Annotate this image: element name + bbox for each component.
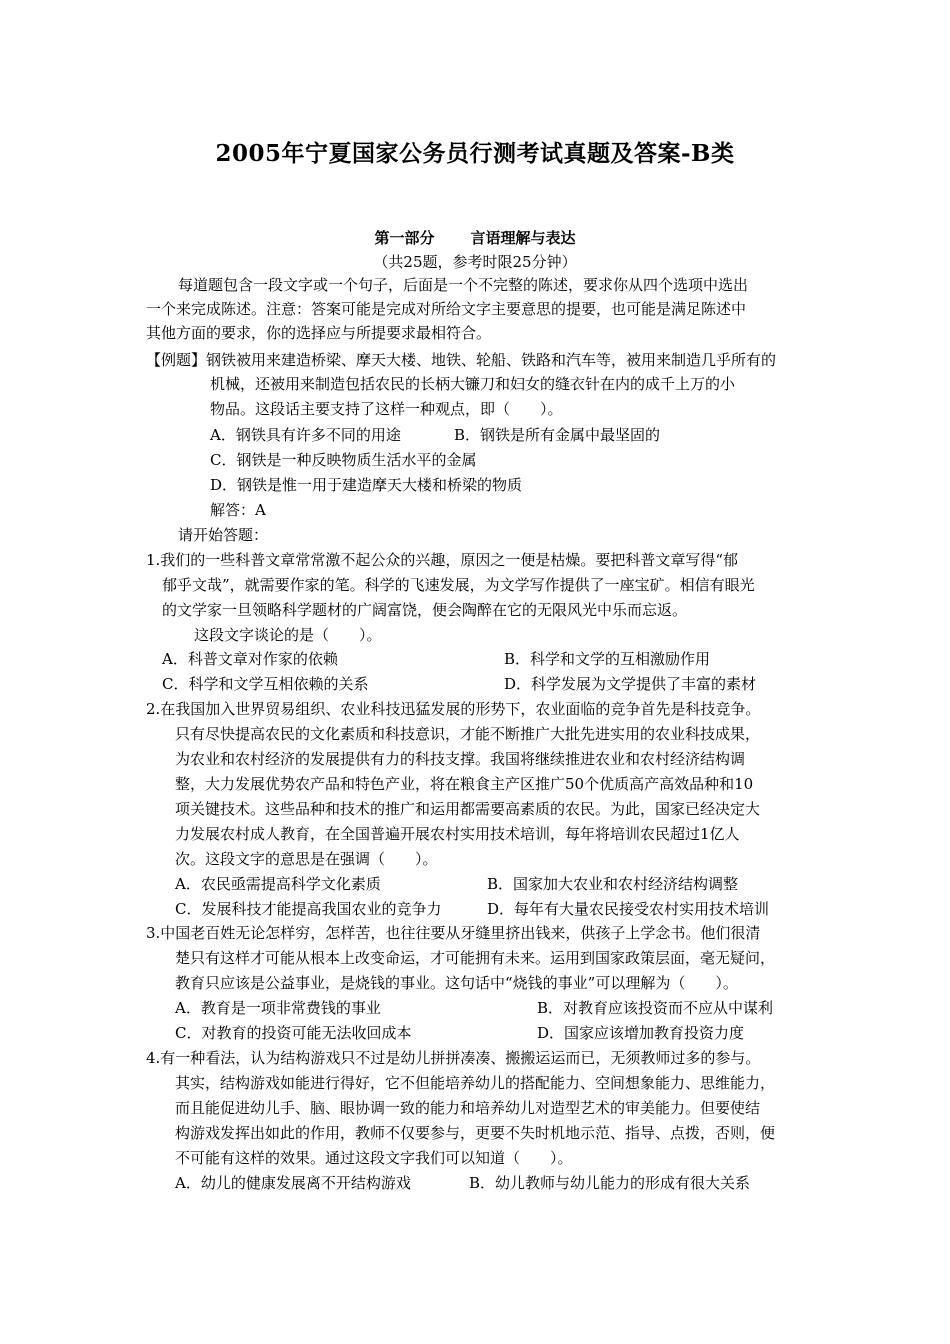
question-4-line: 4.有一种看法，认为结构游戏只不过是幼儿拼拼凑凑、搬搬运运而已，无须教师过多的参与。: [146, 1049, 761, 1067]
document-title: 2005年宁夏国家公务员行测考试真题及答案-B类: [215, 140, 735, 167]
question-1-option-d: D．科学发展为文学提供了丰富的素材: [504, 675, 757, 693]
question-3-option-d: D．国家应该增加教育投资力度: [537, 1024, 745, 1042]
question-1-line: 的文学家一旦领略科学题材的广阔富饶，便会陶醉在它的无限风光中乐而忘返。: [162, 601, 688, 619]
instruction-line: 一个来完成陈述。注意：答案可能是完成对所给文字主要意思的提要，也可能是满足陈述中: [146, 300, 747, 318]
section-subtitle: （共25题，参考时限25分钟）: [373, 253, 577, 271]
question-3-line: 教育只应该是公益事业，是烧钱的事业。这句话中“烧钱的事业”可以理解为（ ）。: [175, 974, 738, 992]
section-heading: [0, 227, 950, 248]
start-prompt: 请开始答题：: [178, 526, 269, 544]
example-option-c: C．钢铁是一种反映物质生活水平的金属: [210, 451, 477, 469]
question-2-line: 为农业和农村经济的发展提供有力的科技支撑。我国将继续推进农业和农村经济结构调: [175, 750, 746, 768]
question-2-line: 2.在我国加入世界贸易组织、农业科技迅猛发展的形势下，农业面临的竞争首先是科技竞争。: [146, 700, 761, 718]
instruction-line: 其他方面的要求，你的选择应与所提要求最相符合。: [146, 324, 492, 342]
question-1-line: 郁乎文哉”，就需要作家的笔。科学的飞速发展，为文学写作提供了一座宝矿。相信有眼光: [162, 576, 755, 594]
example-option-a: A．钢铁具有许多不同的用途: [210, 426, 401, 444]
question-3-line: 楚只有这样才可能从根本上改变命运，才可能拥有未来。运用到国家政策层面，毫无疑问，: [175, 949, 776, 967]
question-3-option-c: C．对教育的投资可能无法收回成本: [175, 1024, 412, 1042]
example-line: 【例题】钢铁被用来建造桥梁、摩天大楼、地铁、轮船、铁路和汽车等，被用来制造几乎所有的: [146, 351, 777, 369]
example-option-d: D．钢铁是惟一用于建造摩天大楼和桥梁的物质: [210, 476, 523, 494]
question-3-option-a: A．教育是一项非常费钱的事业: [175, 999, 381, 1017]
question-3-option-b: B．对教育应该投资而不应从中谋利: [537, 999, 774, 1017]
question-4-line: 而且能促进幼儿手、脑、眼协调一致的能力和培养幼儿对造型艺术的审美能力。但要使结: [175, 1099, 761, 1117]
question-1-line: 1.我们的一些科普文章常常激不起公众的兴趣，原因之一便是枯燥。要把科普文章写得“郁: [146, 551, 738, 569]
question-2-line: 只有尽快提高农民的文化素质和科技意识，才能不断推广大批先进实用的农业科技成果，: [175, 725, 761, 743]
question-4-option-b: B．幼儿教师与幼儿能力的形成有很大关系: [469, 1174, 751, 1192]
question-1-line: 这段文字谈论的是（ ）。: [194, 626, 382, 644]
question-2-line: 次。这段文字的意思是在强调（ ）。: [175, 850, 438, 868]
question-1-option-a: A．科普文章对作家的依赖: [162, 650, 338, 668]
example-answer: 解答：A: [210, 501, 266, 519]
question-2-line: 力发展农村成人教育，在全国普遍开展农村实用技术培训，每年将培训农民超过1亿人: [175, 825, 740, 843]
question-4-option-a: A．幼儿的健康发展离不开结构游戏: [175, 1174, 411, 1192]
example-option-b: B．钢铁是所有金属中最坚固的: [454, 426, 661, 444]
question-2-option-d: D．每年有大量农民接受农村实用技术培训: [487, 900, 770, 918]
section-name: 言语理解与表达: [470, 229, 576, 247]
question-4-line: 不可能有这样的效果。通过这段文字我们可以知道（ ）。: [175, 1149, 573, 1167]
section-part: 第一部分: [374, 229, 435, 247]
question-2-option-c: C．发展科技才能提高我国农业的竞争力: [175, 900, 442, 918]
question-1-option-c: C．科学和文学互相依赖的关系: [162, 675, 369, 693]
question-1-option-b: B．科学和文学的互相激励作用: [504, 650, 711, 668]
question-2-option-a: A．农民亟需提高科学文化素质: [175, 875, 381, 893]
example-line: 机械，还被用来制造包括农民的长柄大镰刀和妇女的缝衣针在内的成千上万的小: [210, 375, 736, 393]
instruction-line: 每道题包含一段文字或一个句子，后面是一个不完整的陈述，要求你从四个选项中选出: [178, 276, 749, 294]
question-4-line: 构游戏发挥出如此的作用，教师不仅要参与，更要不失时机地示范、指导、点拨，否则，便: [175, 1124, 776, 1142]
question-4-line: 其实，结构游戏如能进行得好，它不但能培养幼儿的搭配能力、空间想象能力、思维能力，: [175, 1074, 776, 1092]
question-2-option-b: B．国家加大农业和农村经济结构调整: [487, 875, 739, 893]
question-3-line: 3.中国老百姓无论怎样穷，怎样苦，也往往要从牙缝里挤出钱来，供孩子上学念书。他们很清: [146, 924, 761, 942]
question-2-line: 整，大力发展优势农产品和特色产业，将在粮食主产区推广50个优质高产高效品种和10: [175, 775, 754, 793]
example-line: 物品。这段话主要支持了这样一种观点，即（ ）。: [210, 400, 563, 418]
question-2-line: 项关键技术。这些品种和技术的推广和运用都需要高素质的农民。为此，国家已经决定大: [175, 800, 761, 818]
